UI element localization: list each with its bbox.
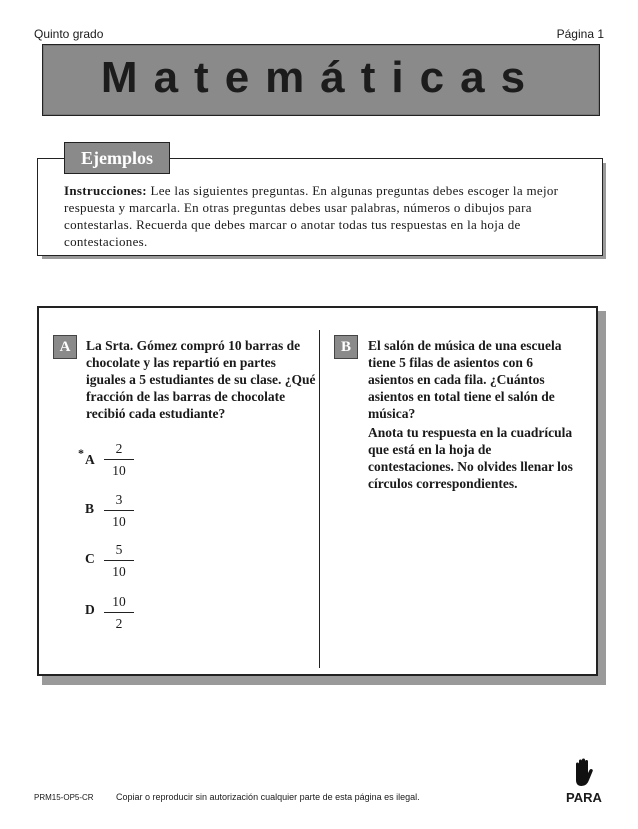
page-number: Página 1: [556, 27, 604, 41]
numerator: 2: [115, 441, 123, 456]
numerator: 3: [115, 492, 123, 507]
numerator: 10: [112, 594, 126, 609]
instructions-label: Instrucciones:: [64, 183, 147, 198]
option-a-letter: A: [85, 452, 95, 467]
column-divider: [319, 330, 320, 668]
instructions-text: Lee las siguientes preguntas. En algunas preguntas debes escoger la mejor respuesta y marcarla. En otras preguntas debes usar palabras, números o dibujos para contestarlas. Recuerda que debes marcar o anotar todas tus respuestas en la hoja de contestaciones.: [64, 183, 559, 249]
fraction-bar: [104, 459, 134, 460]
stop-label: PARA: [566, 790, 602, 805]
fraction-bar: [104, 560, 134, 561]
question-b-badge: B: [334, 335, 358, 359]
copyright-notice: Copiar o reproducir sin autorización cualquier parte de esta página es ilegal.: [116, 792, 420, 802]
question-a-text: La Srta. Gómez compró 10 barras de chocolate y las repartió en partes iguales a 5 estudiantes de su clase. ¿Qué fracción de las barras de chocolate recibió cada estudiante?: [86, 338, 316, 421]
question-b-text: El salón de música de una escuela tiene 5 filas de asientos con 6 asientos en cada fila. ¿Cuántos asientos en total tiene el salón de música?: [368, 338, 562, 421]
option-b-fraction: [104, 492, 134, 530]
question-b-note: Anota tu respuesta en la cuadrícula que está en la hoja de contestaciones. No olvides llenar los círculos correspondientes.: [368, 425, 573, 491]
option-d-fraction: [104, 594, 134, 632]
examples-tab: Ejemplos: [64, 142, 170, 174]
denominator: 10: [112, 514, 126, 529]
option-c-fraction: [104, 542, 134, 580]
correct-answer-marker: *: [78, 446, 84, 460]
fraction-bar: [104, 612, 134, 613]
denominator: 10: [112, 564, 126, 579]
option-d-letter: D: [85, 602, 95, 617]
option-b-letter: B: [85, 501, 95, 516]
grade-label: Quinto grado: [34, 27, 104, 41]
form-code: PRM15-OP5-CR: [34, 793, 94, 802]
denominator: 2: [115, 616, 123, 631]
question-a-badge: A: [53, 335, 77, 359]
option-a-fraction: [104, 441, 134, 479]
stop-hand-icon: [571, 758, 595, 788]
instructions: [64, 182, 584, 250]
title-banner: [42, 44, 600, 116]
page-title: Matemáticas: [100, 53, 542, 102]
denominator: 10: [112, 463, 126, 478]
fraction-bar: [104, 510, 134, 511]
numerator: 5: [115, 542, 123, 557]
option-c-letter: C: [85, 551, 95, 566]
